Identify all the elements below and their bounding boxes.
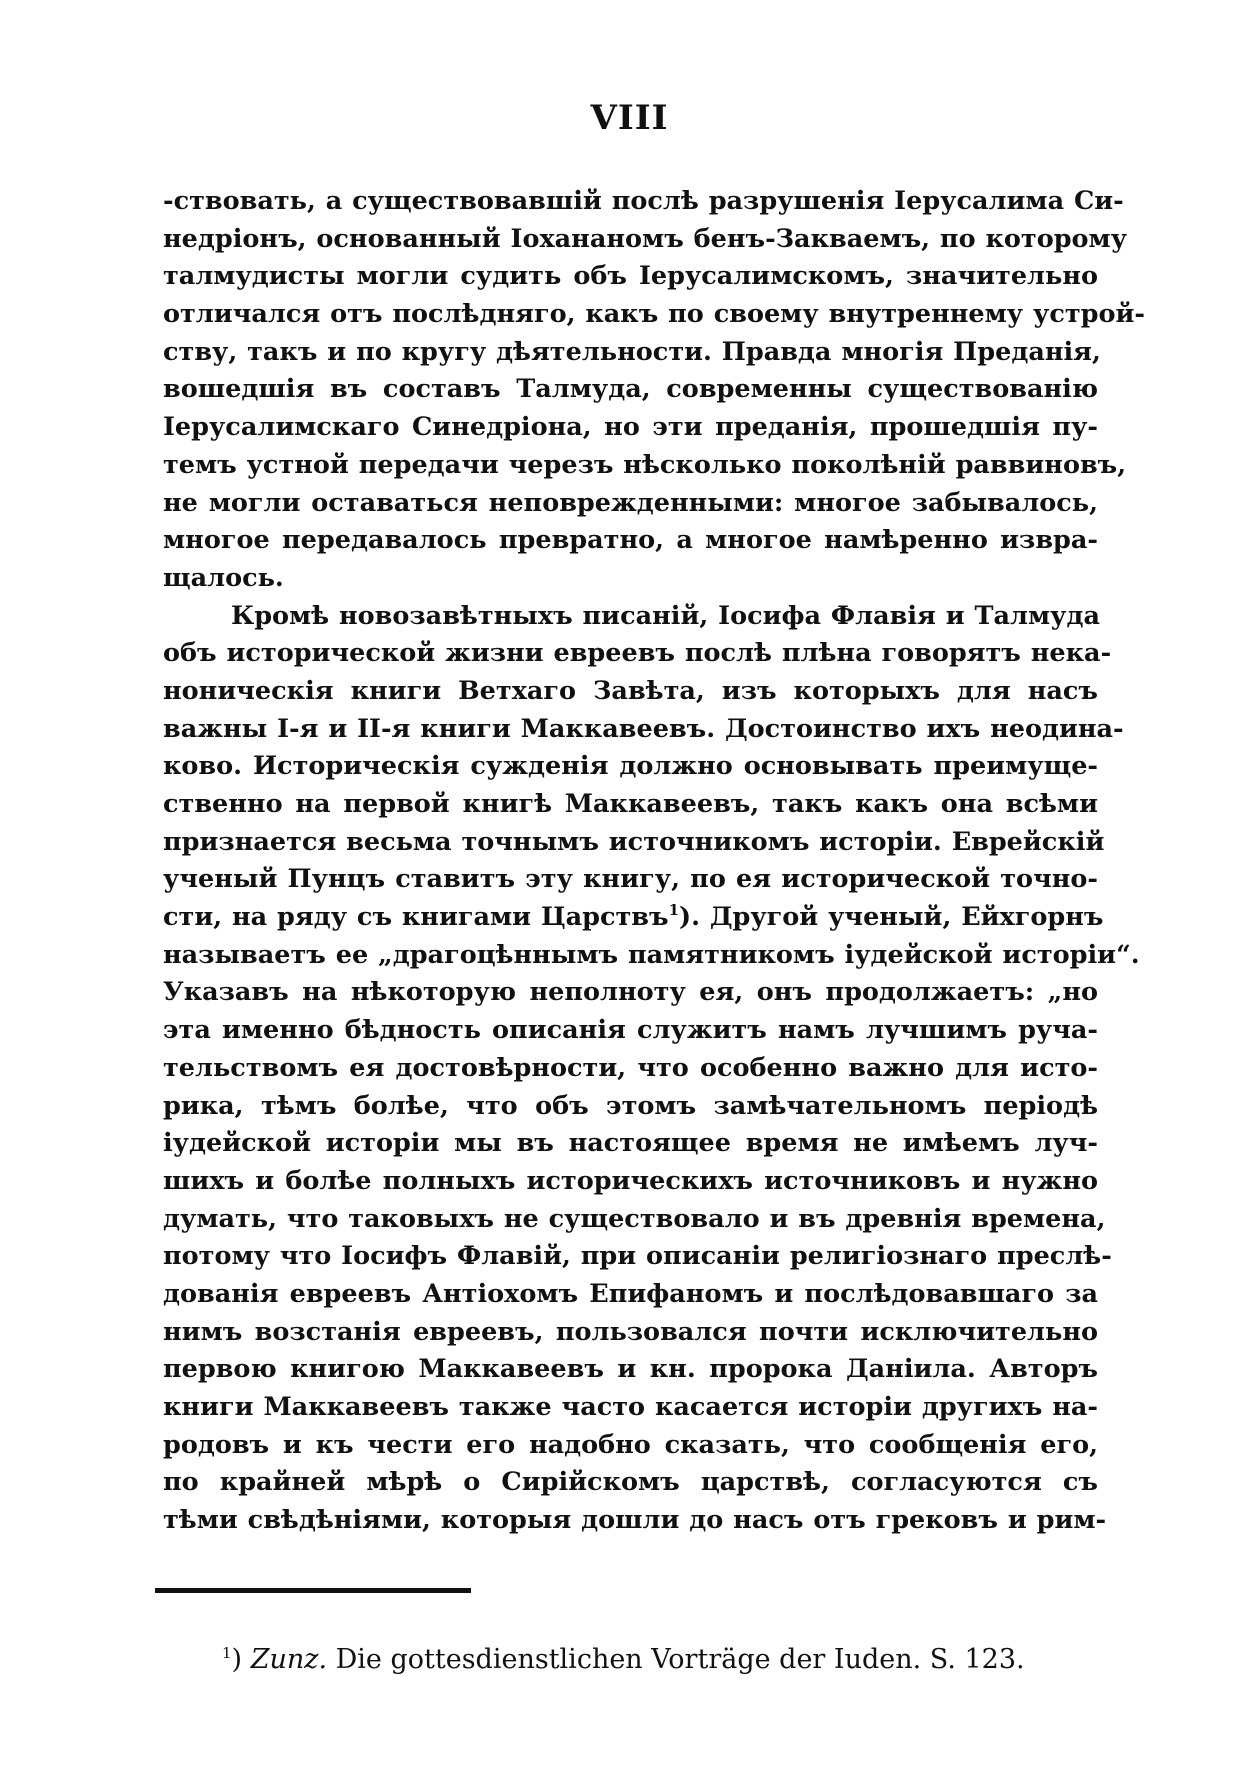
footnote-ref[interactable]: 1: [668, 901, 680, 920]
footnote-author: Zunz.: [250, 1644, 328, 1675]
line-head: сти, на ряду съ книгами Царствъ: [163, 902, 669, 933]
text-line: Іерусалимскаго Синедріона, но эти преданія, прошедшія пу-: [163, 412, 1098, 443]
body-text: [163, 183, 1145, 1540]
text-line: темъ устной передачи черезъ нѣсколько поколѣній раввиновъ,: [163, 449, 1127, 480]
text-line: первою книгою Маккавеевъ и кн. пророка Даніила. Авторъ: [163, 1354, 1098, 1385]
text-line: тѣми свѣдѣніями, которыя дошли до насъ отъ грековъ и рим-: [163, 1505, 1107, 1536]
text-line: дованія евреевъ Антіохомъ Епифаномъ и послѣдовавшаго за: [163, 1278, 1098, 1309]
text-line: важны І-я и ІІ-я книги Маккавеевъ. Достоинство ихъ неодина-: [163, 713, 1124, 744]
text-line: вошедшія въ составъ Талмуда, современны существованію: [163, 374, 1098, 405]
text-line: іудейской исторіи мы въ настоящее время не имѣемъ луч-: [163, 1128, 1098, 1159]
text-line: думать, что таковыхъ не существовало и въ древнія времена,: [163, 1203, 1106, 1234]
text-line: ученый Пунцъ ставитъ эту книгу, по ея исторической точно-: [163, 864, 1098, 895]
text-line: по крайней мѣрѣ о Сирійскомъ царствѣ, согласуются съ: [163, 1467, 1098, 1498]
text-line: родовъ и къ чести его надобно сказать, что сообщенія его,: [163, 1429, 1098, 1460]
text-line: книги Маккавеевъ также часто касается исторіи другихъ на-: [163, 1392, 1098, 1422]
text-line: объ исторической жизни евреевъ послѣ плѣна говорятъ нека-: [163, 638, 1112, 669]
text-line: тельствомъ ея достовѣрности, что особенно важно для исто-: [163, 1052, 1098, 1083]
text-line: рика, тѣмъ болѣе, что объ этомъ замѣчательномъ періодѣ: [163, 1090, 1098, 1121]
text-line: -ствовать, а существовавшій послѣ разрушенія Іерусалима Си-: [163, 186, 1124, 216]
footnote-text: Die gottesdienstlichen Vorträge der Iuden. S. 123.: [335, 1644, 1025, 1675]
text-line: потому что Іосифъ Флавій, при описаніи религіознаго преслѣ-: [163, 1241, 1112, 1272]
text-line: признается весьма точнымъ источникомъ исторіи. Еврейскій: [163, 826, 1105, 857]
text-line: не могли оставаться неповрежденными: многое забывалось,: [163, 487, 1098, 518]
page-number: VIII: [590, 98, 669, 138]
text-line: эта именно бѣдность описанія служитъ намъ лучшимъ руча-: [163, 1015, 1098, 1046]
text-line: нимъ возстанія евреевъ, пользовался почти исключительно: [163, 1316, 1098, 1347]
text-line: называетъ ее „драгоцѣннымъ памятникомъ іудейской исторіи“.: [163, 939, 1140, 970]
footnote: [222, 1644, 1025, 1675]
text-line: недріонъ, основанный Іохананомъ бенъ-Закваемъ, по которому: [163, 223, 1128, 254]
text-line-with-footnote-ref: [163, 899, 1104, 937]
text-line: талмудисты могли судить объ Іерусалимскомъ, значительно: [163, 261, 1098, 292]
footnote-mark: 1: [222, 1644, 232, 1662]
footnote-mark-suffix: ): [231, 1644, 243, 1675]
text-line: ноническія книги Ветхаго Завѣта, изъ которыхъ для насъ: [163, 675, 1098, 706]
text-line: ству, такъ и по кругу дѣятельности. Правда многія Преданія,: [163, 336, 1101, 367]
text-line: ково. Историческія сужденія должно основывать преимуще-: [163, 751, 1098, 782]
text-line: многое передавалось превратно, а многое намѣренно извра-: [163, 525, 1098, 556]
text-line: шихъ и болѣе полныхъ историческихъ источниковъ и нужно: [163, 1165, 1098, 1196]
text-line: Указавъ на нѣкоторую неполноту ея, онъ продолжаетъ: „но: [163, 977, 1098, 1008]
text-line: отличался отъ послѣдняго, какъ по своему внутреннему устрой-: [163, 299, 1145, 330]
paragraph-start-line: Кромѣ новозавѣтныхъ писаній, Іосифа Флавія и Талмуда: [231, 600, 1101, 631]
text-line: ственно на первой книгѣ Маккавеевъ, такъ какъ она всѣми: [163, 789, 1098, 819]
footnote-divider: [155, 1588, 471, 1593]
paragraph-end-line: щалось.: [163, 562, 284, 593]
line-tail: ). Другой ученый, Ейхгорнъ: [679, 902, 1104, 933]
